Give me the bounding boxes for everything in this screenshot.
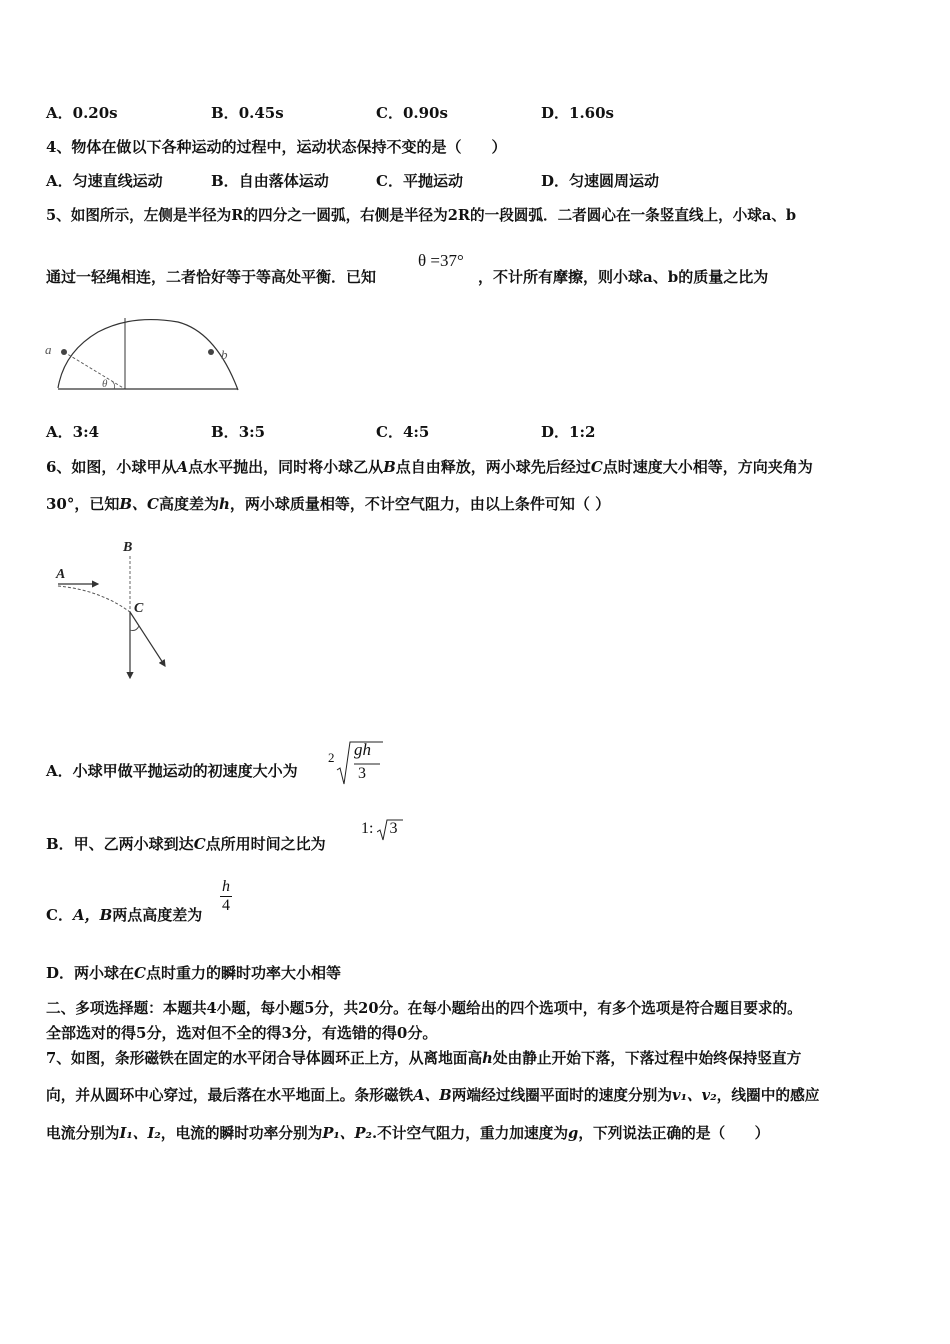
q4-option-d: D．匀速圆周运动 bbox=[541, 172, 660, 190]
q5-option-b: B．3:5 bbox=[211, 423, 266, 441]
section2-heading-line1: 二、多项选择题：本题共4小题，每小题5分，共20分。在每小题给出的四个选项中，有多个选项是符合题目要求的。 bbox=[46, 1000, 802, 1017]
q6-figure bbox=[50, 534, 180, 684]
q7-stem-line3: 电流分别为I₁、I₂，电流的瞬时功率分别为P₁、P₂.不计空气阻力，重力加速度为g，下列说法正确的是（ ） bbox=[46, 1125, 770, 1142]
q6-label-A: A bbox=[56, 567, 66, 582]
q6-option-c: C．A，B两点高度差为 bbox=[46, 906, 203, 924]
q6-option-b: B．甲、乙两小球到达C点所用时间之比为 bbox=[46, 835, 326, 853]
q4-option-b: B．自由落体运动 bbox=[211, 172, 329, 190]
exam-page: A．0.20s B．0.45s C．0.90s D．1.60s 4、物体在做以下各种运动的过程中，运动状态保持不变的是（ ） A．匀速直线运动 B．自由落体运动 C．平抛运动 D．匀速圆周运动 5、如图所示，左侧是半径为R的四分之一圆弧，右侧是半径为2R的一段圆弧．二者圆心在一条竖直线上，小球a、b 通过一轻绳相连，二者恰好等于等高处平衡．已知 θ =37° ，不计所有摩擦，则小球a、b的质量之比为 a b θ A．3:4 B．3:5 C．4:5 D．1:2 6、如图，小球甲从A点水平抛出，同时将小球乙从B点自由释放，两小球先后经过C点时速度大小相等，方向夹角为 30°，已知B、C高度差为h，两小球质量相等，不计空气阻力，由以上条件可知（ ） B A C A．小球甲做平抛运动的初速度大小为 2 gh 3 B．甲、乙两小球到达C点所用时间之比为 1: 3 C．A，B两点高度差为 $\frac{h}{4}$ D．两小球在C点时重力的瞬时功率大小相等 二、多项选择题：本题共4小题，每小题5分，共20分。在每小题给出的四个选项中，有多个选项是符合题目要求的。 全部选对的得5分，选对但不全的得3分，有选错的得0分。 7、如图，条形磁铁在固定的水平闭合导体圆环正上方，从离地面高h处由静止开始下落，下落过程中始终保持竖直方 向，并从圆环中心穿过，最后落在水平地面上。条形磁铁A、B两端经过线圈平面时的速度分别为v₁、v₂，线圈中的感应 电流分别为I₁、I₂，电流的瞬时功率分别为P₁、P₂.不计空气阻力，重力加速度为g，下列说法正确的是（ ） bbox=[0, 0, 950, 1344]
q5-option-d: D．1:2 bbox=[541, 423, 596, 441]
q7-stem-line1: 7、如图，条形磁铁在固定的水平闭合导体圆环正上方，从离地面高h处由静止开始下落，下落过程中始终保持竖直方 bbox=[46, 1050, 802, 1067]
q6-velocity-angled bbox=[130, 612, 165, 666]
q6-trajectory bbox=[58, 586, 130, 612]
q5-ball-b bbox=[208, 349, 214, 355]
q5-stem-line2-post: ，不计所有摩擦，则小球a、b的质量之比为 bbox=[478, 268, 769, 286]
q5-option-a: A．3:4 bbox=[46, 423, 100, 441]
q5-option-c: C．4:5 bbox=[376, 423, 430, 441]
q6-option-b-formula: 1: 3 bbox=[361, 820, 395, 838]
section2-heading-line2: 全部选对的得5分，选对但不全的得3分，有选错的得0分。 bbox=[46, 1024, 438, 1042]
q5-ball-a bbox=[61, 349, 67, 355]
q6-label-B: B bbox=[123, 540, 133, 555]
q6-stem-line1: 6、如图，小球甲从A点水平抛出，同时将小球乙从B点自由释放，两小球先后经过C点时速度大小相等，方向夹角为 bbox=[46, 458, 813, 476]
q5-label-a: a bbox=[45, 342, 52, 357]
q4-option-a: A．匀速直线运动 bbox=[46, 172, 163, 190]
q6-stem-line2: 30°，已知B、C高度差为h，两小球质量相等，不计空气阻力，由以上条件可知（ ） bbox=[46, 495, 611, 513]
q5-theta-expr: θ =37° bbox=[418, 251, 464, 270]
q7-stem-line2: 向，并从圆环中心穿过，最后落在水平地面上。条形磁铁A、B两端经过线圈平面时的速度分别为v₁、v₂，线圈中的感应 bbox=[46, 1087, 820, 1104]
q3-option-c: C．0.90s bbox=[376, 104, 448, 122]
q6-option-d: D．两小球在C点时重力的瞬时功率大小相等 bbox=[46, 964, 341, 982]
q6-option-c-fraction: $\frac{h}{4}$ bbox=[222, 878, 230, 914]
q4-stem: 4、物体在做以下各种运动的过程中，运动状态保持不变的是（ ） bbox=[46, 138, 507, 156]
q6-option-a: A．小球甲做平抛运动的初速度大小为 bbox=[46, 762, 298, 780]
q3-option-b: B．0.45s bbox=[211, 104, 284, 122]
q3-option-a: A．0.20s bbox=[46, 104, 118, 122]
q6-label-C: C bbox=[134, 601, 144, 616]
q5-figure bbox=[40, 308, 245, 394]
q5-stem-line1: 5、如图所示，左侧是半径为R的四分之一圆弧，右侧是半径为2R的一段圆弧．二者圆心在一条竖直线上，小球a、b bbox=[46, 207, 797, 224]
q5-radius-dashed bbox=[64, 352, 125, 389]
q6-angle-arc bbox=[130, 626, 139, 631]
q5-angle-arc bbox=[112, 381, 115, 389]
q5-label-theta: θ bbox=[102, 378, 108, 390]
q3-option-d: D．1.60s bbox=[541, 104, 614, 122]
q5-stem-line2: 通过一轻绳相连，二者恰好等于等高处平衡．已知 bbox=[46, 268, 377, 286]
q4-option-c: C．平抛运动 bbox=[376, 172, 463, 190]
q5-label-b: b bbox=[221, 347, 228, 362]
